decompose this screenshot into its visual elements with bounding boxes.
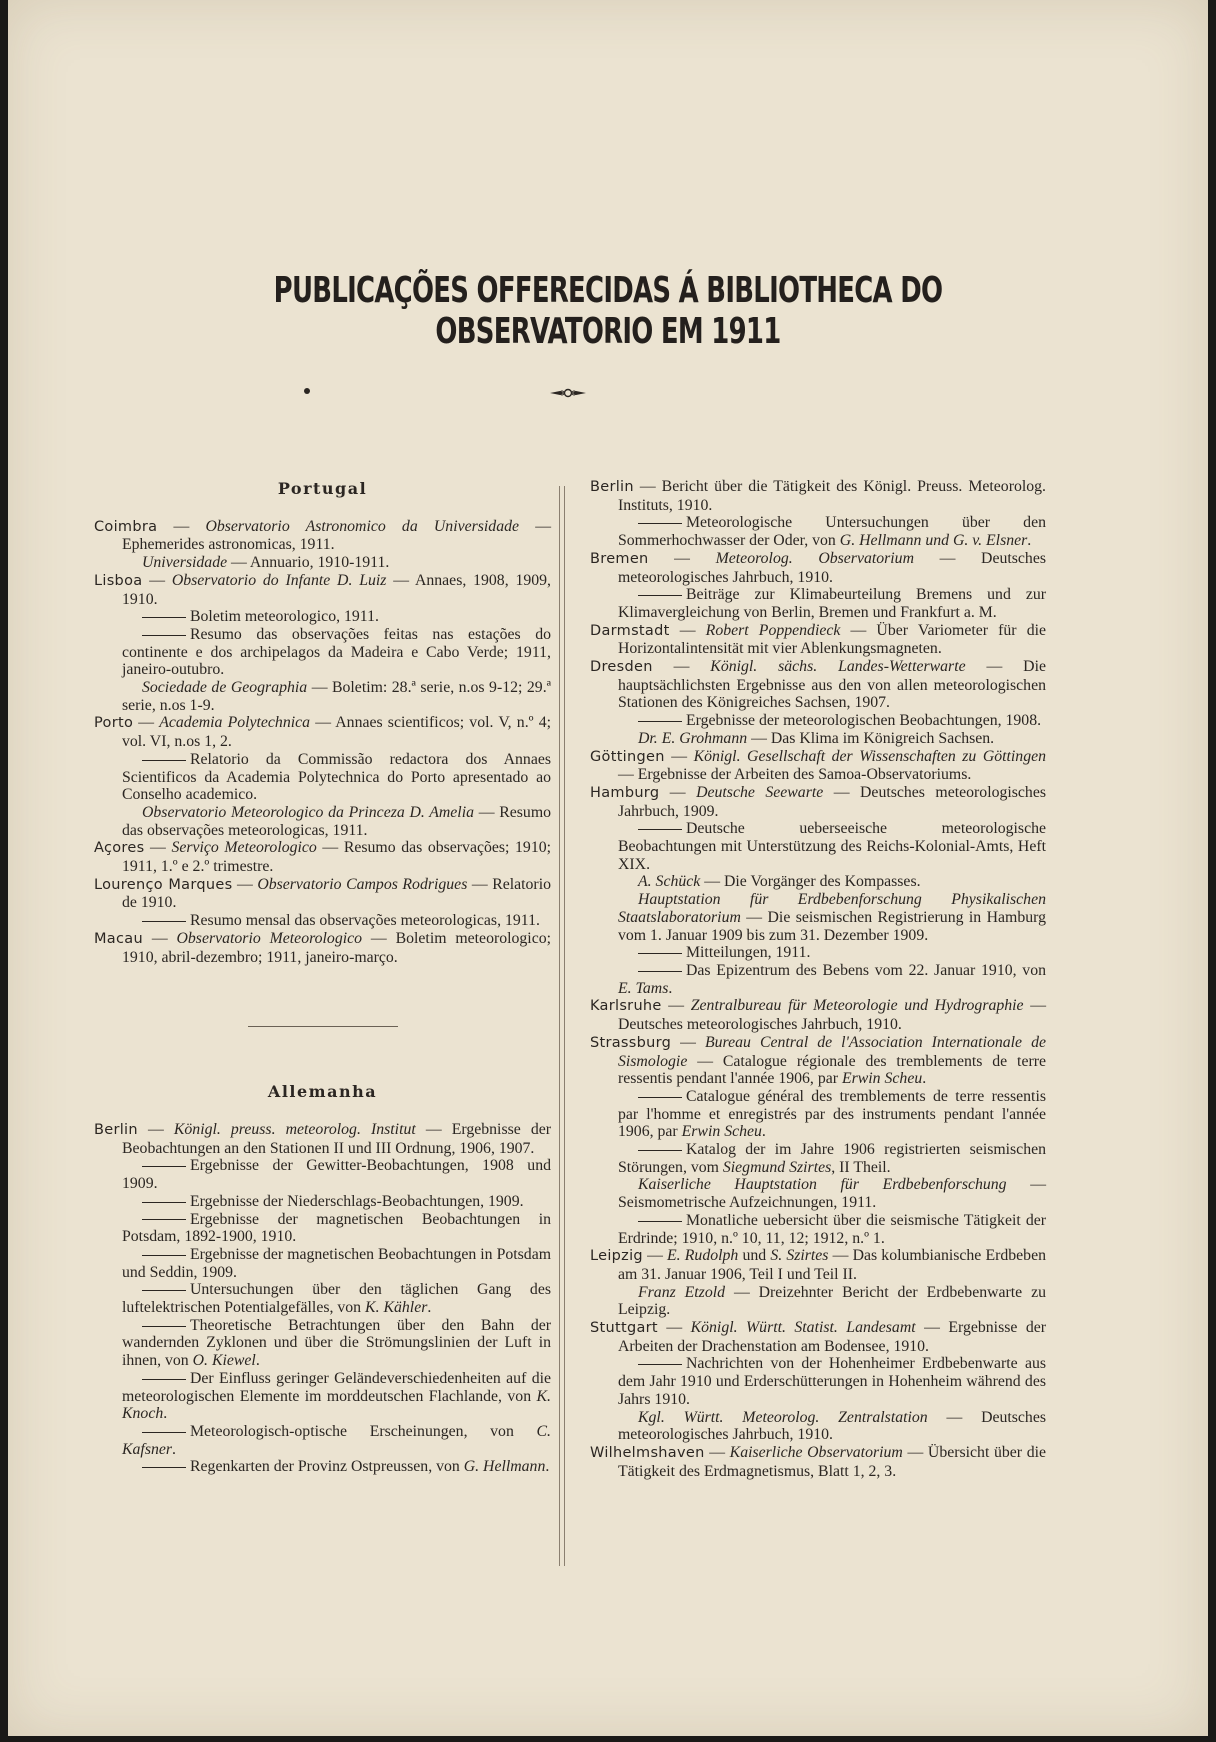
entry: Stuttgart — Königl. Württ. Statist. Landesamt — Ergebnisse der Arbeiten der Drachenstation am Bodensee, 1910. (590, 1319, 1046, 1355)
entry: Sociedade de Geographia — Boletim: 28.ª serie, n.os 9-12; 29.ª serie, n.os 1-9. (122, 679, 551, 714)
entry: Dresden — Königl. sächs. Landes-Wetterwarte — Die hauptsächlichsten Ergebnisse aus den von allen meteorologischen Stationen des Königreiches Sachsen, 1907. (590, 658, 1046, 712)
entry: Beiträge zur Klimabeurteilung Bremens und zur Klimavergleichung von Berlin, Bremen und Frankfurt a. M. (618, 586, 1046, 621)
ink-dot (304, 388, 310, 394)
column-divider (559, 486, 565, 1566)
entry: Porto — Academia Polytechnica — Annaes scientificos; vol. V, n.º 4; vol. VI, n.os 1, 2. (94, 714, 551, 751)
entry: Catalogue général des tremblements de terre ressentis par l'homme et enregistrés par des instruments pendant l'année 1906, par Erwin Scheu. (618, 1087, 1046, 1141)
section-heading-portugal: Portugal (277, 479, 368, 498)
entry: Theoretische Betrachtungen über den Bahn der wandernden Zyklonen und über die Strömungslinien der Luft in ihnen, von O. Kiewel. (122, 1316, 551, 1370)
entry: Strassburg — Bureau Central de l'Association Internationale de Sismologie — Catalogue régionale des tremblements de terre ressentis pendant l'année 1906, par Erwin Scheu. (590, 1033, 1046, 1088)
entry: Resumo das observações feitas nas estações do continente e dos archipelagos da Madeira e Cabo Verde; 1911, janeiro-outubro. (122, 625, 551, 679)
entry: Boletim meteorologico, 1911. (94, 608, 551, 626)
section-heading-allemanha: Allemanha (267, 1082, 378, 1102)
page (8, 0, 1208, 1736)
entry: Universidade — Annuario, 1910-1911. (142, 554, 390, 572)
entry: Katalog der im Jahre 1906 registrierten seismischen Störungen, vom Siegmund Szirtes, II Theil. (618, 1141, 1046, 1176)
entry: Ergebnisse der magnetischen Beobachtungen in Potsdam, 1892-1900, 1910. (122, 1210, 551, 1246)
entry: A. Schück — Die Vorgänger des Kompasses. (638, 873, 921, 891)
entry: Nachrichten von der Hohenheimer Erdbebenwarte aus dem Jahr 1910 und Erderschütterungen in Hohenheim während des Jahrs 1910. (618, 1355, 1046, 1408)
entry: Berlin — Königl. preuss. meteorolog. Institut — Ergebnisse der Beobachtungen an den Stationen II und III Ordnung, 1906, 1907. (94, 1120, 552, 1157)
entry: Ergebnisse der Niederschlags-Beobachtungen, 1909. (94, 1193, 551, 1211)
entry: Resumo mensal das observações meteorologicas, 1911. (94, 912, 551, 930)
page-title: PUBLICAÇÕES OFFERECIDAS Á BIBLIOTHECA DO OBSERVATORIO EM 1911 (273, 270, 943, 352)
entry: Hauptstation für Erdbebenforschung Physikalischen Staatslaboratorium — Die seismischen Registrierung in Hamburg vom 1. Januar 1909 bis zum 31. Dezember 1909. (618, 891, 1046, 944)
section-separator (248, 1026, 398, 1027)
entry: Açores — Serviço Meteorologico — Resumo das observações; 1910; 1911, 1.º e 2.º trimestre. (94, 839, 552, 876)
entry: Leipzig — E. Rudolph und S. Szirtes — Das kolumbianische Erdbeben am 31. Januar 1906, Teil I und Teil II. (590, 1247, 1046, 1283)
entry: Macau — Observatorio Meteorologico — Boletim meteorologico; 1910, abril-dezembro; 1911, janeiro-março. (94, 929, 551, 966)
ornament-rule (488, 387, 648, 399)
entry: Kgl. Württ. Meteorolog. Zentralstation — Deutsches meteorologisches Jahrbuch, 1910. (618, 1408, 1046, 1444)
entry: Coimbra — Observatorio Astronomico da Universidade — Ephemerides astronomicas, 1911. (94, 517, 551, 554)
entry: Berlin — Bericht über die Tätigkeit des Königl. Preuss. Meteorolog. Instituts, 1910. (590, 478, 1046, 514)
entry: Regenkarten der Provinz Ostpreussen, von G. Hellmann. (94, 1458, 551, 1476)
entry: Hamburg — Deutsche Seewarte — Deutsches meteorologisches Jahrbuch, 1909. (590, 783, 1046, 820)
entry: Bremen — Meteorolog. Observatorium — Deutsches meteorologisches Jahrbuch, 1910. (590, 549, 1046, 586)
entry: Göttingen — Königl. Gesellschaft der Wissenschaften zu Göttingen — Ergebnisse der Arbeiten des Samoa-Observatoriums. (590, 747, 1046, 784)
entry: Karlsruhe — Zentralbureau für Meteorologie und Hydrographie — Deutsches meteorologisches Jahrbuch, 1910. (590, 997, 1047, 1034)
entry: Das Epizentrum des Bebens vom 22. Januar 1910, von E. Tams. (618, 961, 1046, 997)
entry: Der Einfluss geringer Geländeverschiedenheiten auf die meteorologischen Elemente im morddeutschen Flachlande, von K. Knoch. (122, 1369, 551, 1423)
entry: Observatorio Meteorologico da Princeza D. Amelia — Resumo das observações meteorologicas, 1911. (122, 803, 552, 839)
right-column (590, 478, 1046, 1480)
entry: Ergebnisse der meteorologischen Beobachtungen, 1908. (590, 712, 1046, 730)
entry: Lourenço Marques — Observatorio Campos Rodrigues — Relatorio de 1910. (94, 875, 551, 912)
entry: Wilhelmshaven — Kaiserliche Observatorium — Übersicht über die Tätigkeit des Erdmagnetismus, Blatt 1, 2, 3. (590, 1443, 1046, 1480)
entry: Kaiserliche Hauptstation für Erdbebenforschung — Seismometrische Aufzeichnungen, 1911. (618, 1176, 1046, 1212)
entry: Darmstadt — Robert Poppendieck — Über Variometer für die Horizontalintensität mit vier Ablenkungsmagneten. (590, 621, 1046, 658)
entry: Lisboa — Observatorio do Infante D. Luiz — Annaes, 1908, 1909, 1910. (94, 571, 551, 608)
entry: Monatliche uebersicht über die seismische Tätigkeit der Erdrinde; 1910, n.º 10, 11, 12; 1912, n.º 1. (618, 1211, 1046, 1247)
entry: Ergebnisse der magnetischen Beobachtungen in Potsdam und Seddin, 1909. (122, 1245, 551, 1281)
left-column (94, 478, 551, 1476)
entry: Untersuchungen über den täglichen Gang des luftelektrischen Potentialgefälles, von K. Kähler. (122, 1281, 551, 1317)
entry: Deutsche ueberseeische meteorologische Beobachtungen mit Unterstützung des Reichs-Kolonial-Amts, Heft XIX. (618, 820, 1046, 873)
entry: Mitteilungen, 1911. (590, 944, 1046, 962)
entry: Meteorologische Untersuchungen über den Sommerhochwasser der Oder, von G. Hellmann und G. v. Elsner. (618, 514, 1046, 550)
entry: Relatorio da Commissão redactora dos Annaes Scientificos da Academia Polytechnica do Porto apresentado ao Conselho academico. (122, 750, 551, 804)
entry: Franz Etzold — Dreizehnter Bericht der Erdbebenwarte zu Leipzig. (618, 1283, 1047, 1319)
entry: Meteorologisch-optische Erscheinungen, von C. Kafsner. (122, 1422, 551, 1458)
entry: Dr. E. Grohmann — Das Klima im Königreich Sachsen. (638, 729, 995, 747)
entry: Ergebnisse der Gewitter-Beobachtungen, 1908 und 1909. (122, 1157, 551, 1193)
